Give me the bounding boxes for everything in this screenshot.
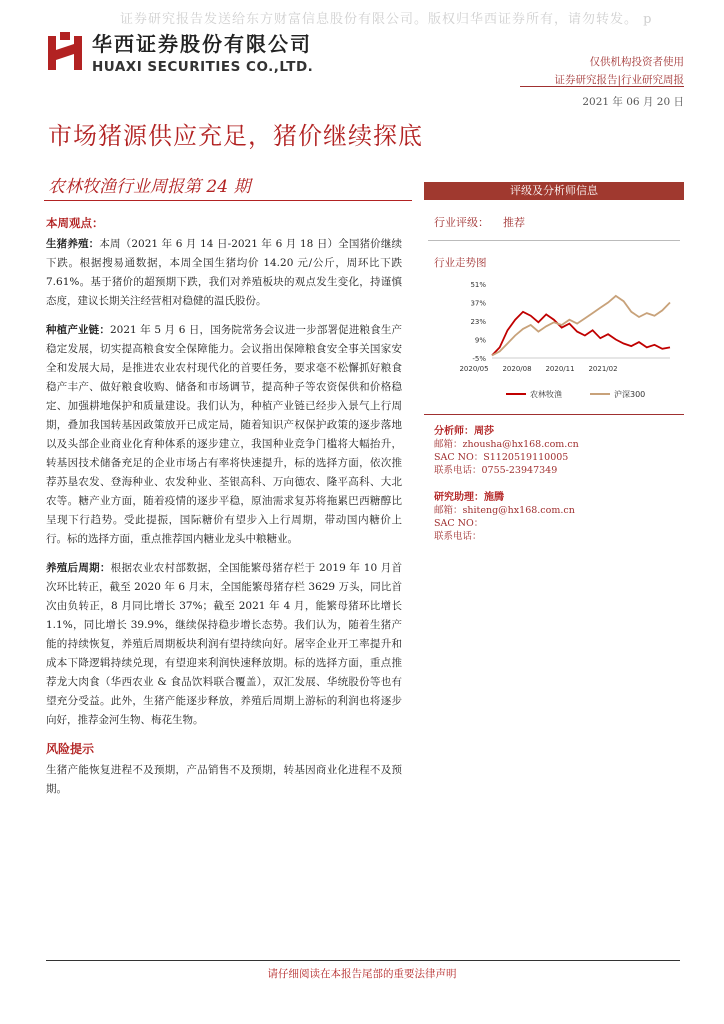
x-tick-label: 2020/05: [459, 365, 489, 373]
company-name-en: HUAXI SECURITIES CO.,LTD.: [92, 59, 314, 75]
trend-chart: [434, 274, 674, 406]
report-date: 2021 年 06 月 20 日: [582, 96, 684, 108]
analyst-sac: SAC NO：S1120519110005: [434, 452, 569, 463]
view-heading: 本周观点：: [46, 216, 104, 230]
risk-text: 生猪产能恢复进程不及预期，产品销售不及预期，转基因商业化进程不及预期。: [46, 764, 402, 795]
assistant-phone: 联系电话：: [434, 531, 482, 542]
y-tick-label: 37%: [470, 299, 486, 308]
sidebar: [424, 182, 684, 543]
series-line-csi300: [492, 296, 670, 356]
company-logo: [46, 28, 313, 75]
analyst-info: [424, 425, 684, 543]
main-content: [46, 214, 402, 809]
paragraph-text: 本周（2021 年 6 月 14 日-2021 年 6 月 18 日）全国猪价继续下跌。根据搜易通数据，本周全国生猪均价 14.20 元/公斤，周环比下跌 7.61%。基于猪价的超预期下跌，我们对养殖板块的观点发生变化，持谨慎态度，建议长期关注经营相对稳健的温氏股份。: [46, 238, 402, 307]
header-divider: [520, 86, 684, 87]
x-tick-label: 2021/02: [588, 365, 618, 373]
assistant-email: 邮箱：shiteng@hx168.com.cn: [434, 505, 575, 516]
y-tick-label: -5%: [472, 355, 486, 363]
industry-rating: [424, 214, 684, 230]
subtitle-divider: [44, 200, 412, 201]
report-type: 证券研究报告|行业研究周报: [554, 74, 684, 86]
sidebar-title-bar: 评级及分析师信息: [424, 182, 684, 200]
report-title: 市场猪源供应充足，猪价继续探底: [48, 122, 423, 150]
assistant-sac: SAC NO：: [434, 518, 484, 529]
footer-divider: [46, 960, 680, 961]
logo-icon: [46, 32, 84, 72]
analyst-role: 分析师：: [434, 426, 474, 437]
y-tick-label: 51%: [470, 281, 486, 289]
analyst-phone: 联系电话：0755-23947349: [434, 465, 558, 476]
watermark: 证券研究报告发送给东方财富信息股份有限公司。版权归华西证券所有，请勿转发。 p: [120, 12, 653, 27]
sidebar-divider: [428, 240, 680, 241]
y-tick-label: 23%: [470, 318, 486, 326]
analyst-name: 周莎: [474, 426, 494, 437]
rating-label: 行业评级：: [434, 216, 489, 229]
paragraph-lead: 种植产业链：: [46, 324, 110, 336]
report-subtitle: 农林牧渔行业周报第 24 期: [48, 177, 251, 197]
audience-note: 仅供机构投资者使用: [589, 56, 684, 68]
chart-legend: [506, 389, 645, 399]
paragraph-lead: 养殖后周期：: [46, 562, 111, 574]
company-name-cn: 华西证券股份有限公司: [92, 32, 312, 56]
assistant-role: 研究助理：: [434, 492, 484, 503]
legal-footer: 请仔细阅读在本报告尾部的重要法律声明: [267, 968, 457, 980]
assistant-name: 施腾: [484, 492, 504, 503]
x-tick-label: 2020/11: [545, 365, 575, 373]
y-tick-label: 9%: [474, 336, 486, 345]
paragraph-text: 根据农业农村部数据，全国能繁母猪存栏于 2019 年 10 月首次环比转正，截至 2020 年 6 月末，全国能繁母猪存栏 3629 万头，同比首次由负转正，8 月同比增长 37%；截至 2021 年 4 月，能繁母猪环比增长 1.1%，同比增长 39.9%，继续保持稳步增长态势。我们认为，随着生猪产能的持续恢复，养殖后周期板块利润有望持续向好。屠宰企业开工率提升和成本下降逻辑持续兑现，有望迎来利润快速释放期。标的选择方面，重点推荐龙大肉食（华西农业 & 食品饮料联合覆盖），双汇发展、华统股份等也有望充分受益。此外，生猪产能逐步释放，养殖后周期上游标的利润也将逐步向好，推荐金河生物、梅花生物。: [46, 562, 403, 726]
rating-value: 推荐: [503, 216, 525, 229]
trend-title: 行业走势图: [434, 257, 487, 269]
analyst-email: 邮箱：zhousha@hx168.com.cn: [434, 439, 579, 450]
risk-heading: 风险提示: [46, 742, 95, 756]
legend-label-csi300: 沪深300: [614, 390, 646, 399]
paragraph-post-cycle: [46, 559, 402, 730]
paragraph-hog-farming: [46, 235, 402, 311]
paragraph-planting: [46, 321, 402, 549]
sidebar-divider: [424, 414, 684, 415]
x-tick-label: 2020/08: [502, 365, 532, 373]
legend-label-agri: 农林牧渔: [530, 390, 562, 399]
paragraph-lead: 生猪养殖：: [46, 238, 100, 250]
paragraph-text: 2021 年 5 月 6 日，国务院常务会议进一步部署促进粮食生产稳定发展，切实提高粮食安全保障能力。会议指出保障粮食安全事关国家安全和发展大局，是推进农业农村现代化的首要任务，要求毫不松懈抓好粮食稳产丰产、做好粮食收购、储备和市场调节，提高种子等农资保供和价格稳定、加强耕地保护和质量建设。我们认为，种植产业链已经步入景气上行周期，叠加我国转基因政策放开已成定局，随着知识产权保护政策的逐步落地以及头部企业商业化育种体系的逐步建立，我国种业竞争门槛将大幅抬升，转基因技术储备充足的企业市场占有率将快速提升，标的选择方面，依次推荐苏垦农发、登海种业、农发种业、荃银高科、万向德农、隆平高科、大北农等。糖产业方面，随着疫情的逐步平稳，原油需求复苏将拖累巴西糖醇比呈现下行趋势。受此提振，国际糖价有望步入上行周期，带动国内糖价上行。标的选择方面，重点推荐国内糖业龙头中粮糖业。: [46, 324, 402, 545]
